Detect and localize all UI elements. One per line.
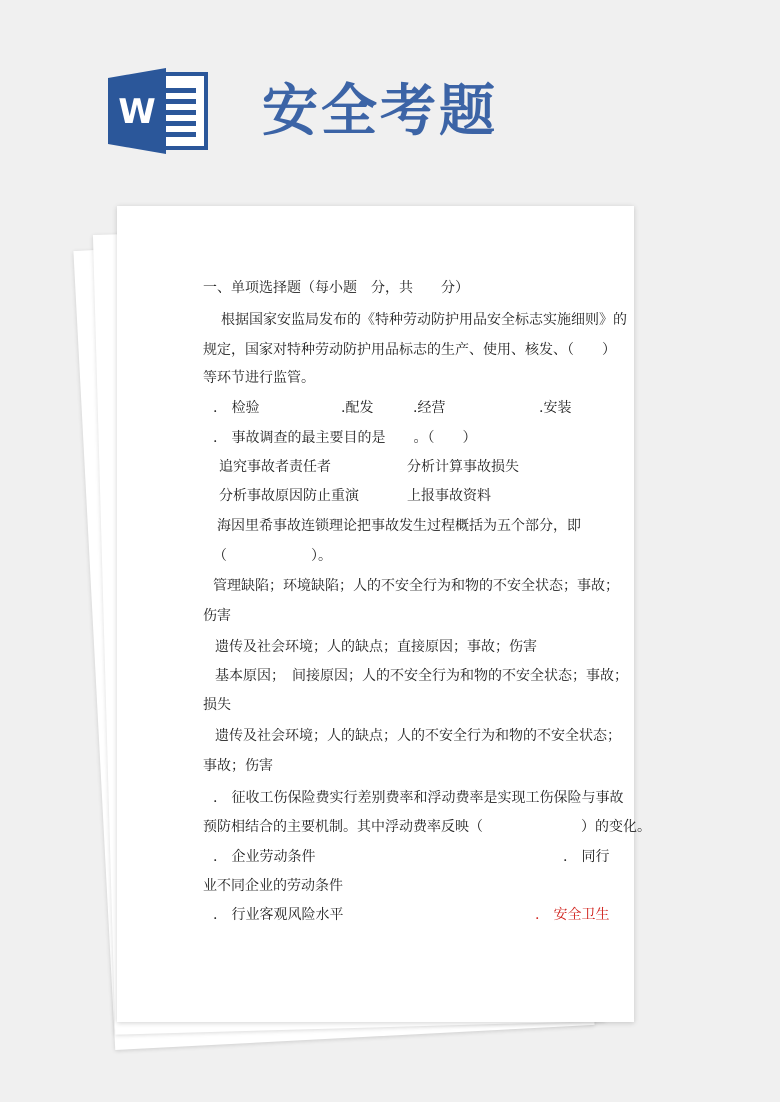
q4-stem-line1: . 征收工伤保险费实行差别费率和浮动费率是实现工伤保险与事故 (213, 790, 624, 806)
document-page (117, 206, 651, 1022)
q3-option-d-line1: 遗传及社会环境；人的缺点；人的不安全行为和物的不安全状态； (215, 728, 621, 744)
q3-option-d-line2: 事故；伤害 (203, 758, 273, 774)
q2-option-a: 追究事故者责任者 (219, 459, 331, 475)
q4-option-c: . 行业客观风险水平 (213, 907, 344, 923)
q2-stem: . 事故调查的最主要目的是 。（ ） (213, 430, 477, 446)
q4-stem-line2: 预防相结合的主要机制。其中浮动费率反映（ ）的变化。 (203, 819, 651, 835)
q4-option-b-line1: . 同行 (563, 849, 610, 865)
q3-option-a-line1: 管理缺陷；环境缺陷；人的不安全行为和物的不安全状态；事故； (213, 578, 619, 594)
q4-option-a: . 企业劳动条件 (213, 849, 316, 865)
word-icon (108, 68, 208, 154)
page-title: 安全考题 (262, 79, 498, 144)
q1-option-b: .配发 (341, 400, 374, 416)
q1-option-c: .经营 (413, 400, 446, 416)
q3-stem-line2: （ ）。 (213, 548, 332, 564)
q4-option-b-line2: 业不同企业的劳动条件 (203, 878, 343, 894)
svg-text:W: W (118, 92, 156, 132)
q1-stem-line3: 等环节进行监管。 (203, 370, 315, 386)
q3-option-b: 遗传及社会环境；人的缺点；直接原因；事故；伤害 (215, 639, 537, 655)
q1-option-a: . 检验 (213, 400, 260, 416)
q2-option-d: 上报事故资料 (407, 488, 491, 504)
q3-option-a-line2: 伤害 (203, 608, 231, 624)
q3-option-c-line1: 基本原因； 间接原因；人的不安全行为和物的不安全状态；事故； (215, 668, 628, 684)
q2-option-b: 分析计算事故损失 (407, 459, 519, 475)
section-heading: 一、单项选择题（每小题 分，共 分） (203, 280, 469, 296)
q3-stem-line1: 海因里希事故连锁理论把事故发生过程概括为五个部分，即 (217, 518, 581, 534)
q1-option-d: .安装 (539, 400, 572, 416)
q1-stem-line2: 规定，国家对特种劳动防护用品标志的生产、使用、核发、（ ） (203, 342, 616, 358)
q4-option-d: . 安全卫生 (535, 907, 610, 923)
q3-option-c-line2: 损失 (203, 697, 231, 713)
q2-option-c: 分析事故原因防止重演 (219, 488, 359, 504)
q1-stem-line1: 根据国家安监局发布的《特种劳动防护用品安全标志实施细则》的 (221, 312, 627, 328)
